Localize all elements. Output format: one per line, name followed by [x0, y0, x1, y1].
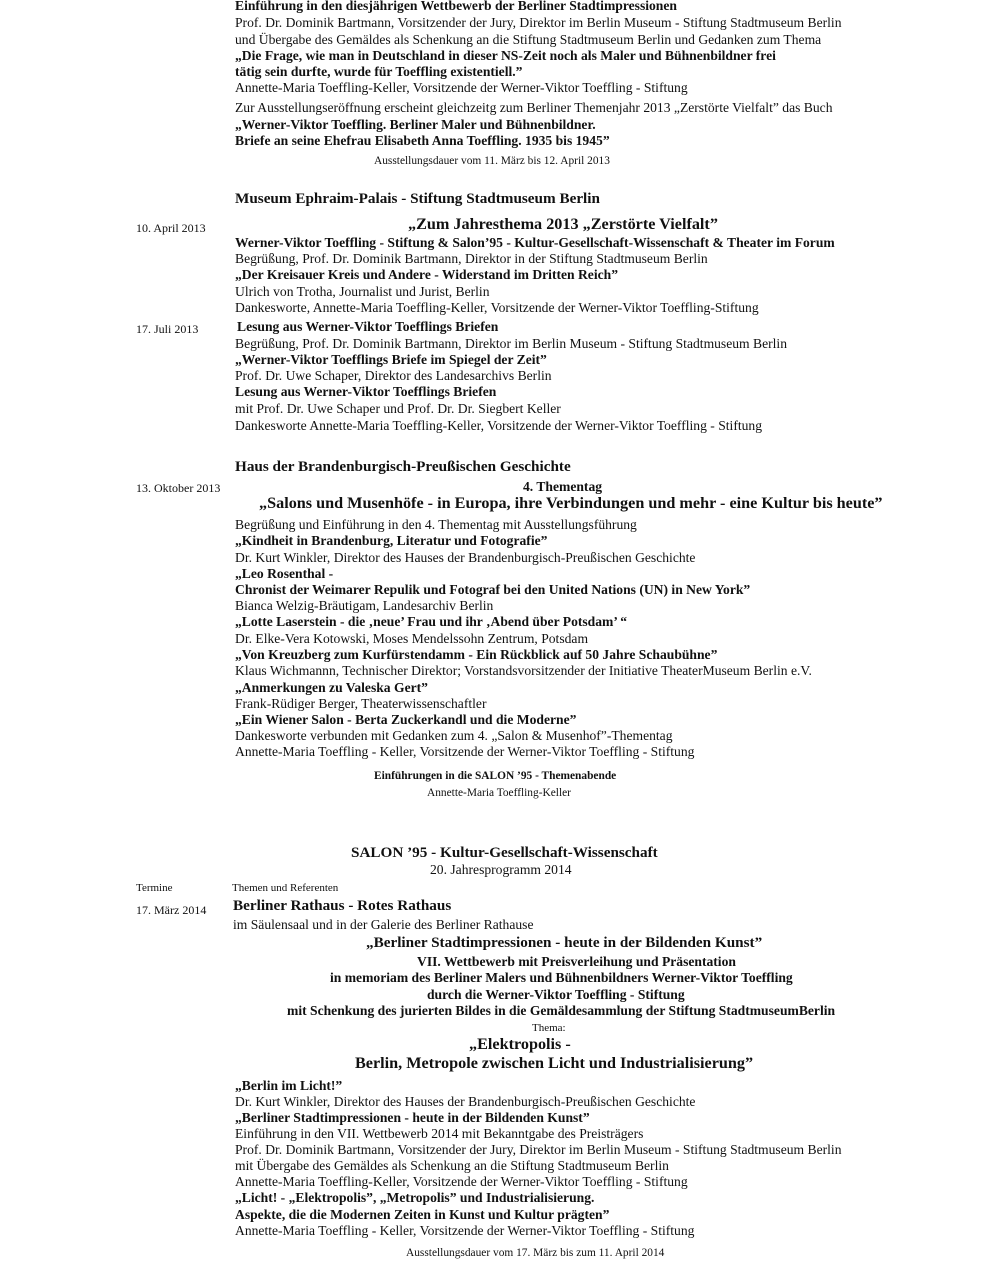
event-date: 10. April 2013	[136, 221, 206, 235]
program-line: Annette-Maria Toeffling - Keller, Vorsitzende der Werner-Viktor Toeffling - Stiftung	[235, 1223, 695, 1238]
program-line: Chronist der Weimarer Repulik und Fotograf bei den United Nations (UN) in New York”	[235, 582, 751, 597]
section1-line: „Werner-Viktor Toeffling. Berliner Maler und Bühnenbildner.	[235, 117, 596, 132]
program-line: Annette-Maria Toeffling-Keller, Vorsitzende der Werner-Viktor Toeffling - Stiftung	[235, 1174, 688, 1189]
section1-line: Briefe an seine Ehefrau Elisabeth Anna Toeffling. 1935 bis 1945”	[235, 133, 610, 148]
program-line: Dankesworte, Annette-Maria Toeffling-Keller, Vorsitzende der Werner-Viktor Toeffling-Stiftung	[235, 300, 759, 315]
themeday-label: 4. Thementag	[523, 479, 603, 494]
program-line: Begrüßung und Einführung in den 4. Thementag mit Ausstellungsführung	[235, 517, 637, 532]
program-line: „Leo Rosenthal -	[235, 566, 334, 581]
program-line: „Ein Wiener Salon - Berta Zuckerkandl und die Moderne”	[235, 712, 577, 727]
program-line: Lesung aus Werner-Viktor Toefflings Briefen	[235, 384, 497, 399]
venue-heading: Haus der Brandenburgisch-Preußischen Geschichte	[235, 458, 571, 475]
program-line: mit Übergabe des Gemäldes als Schenkung an die Stiftung Stadtmuseum Berlin	[235, 1158, 669, 1173]
program-line: Klaus Wichmannn, Technischer Direktor; Vorstandsvorsitzender der Initiative TheaterMuseum Berlin e.V.	[235, 663, 812, 678]
competition-line: durch die Werner-Viktor Toeffling - Stiftung	[427, 987, 685, 1002]
program-line: „Der Kreisauer Kreis und Andere - Widerstand im Dritten Reich”	[235, 267, 619, 282]
section1-line: Zur Ausstellungseröffnung erscheint gleichzeitg zum Berliner Themenjahr 2013 „Zerstörte Vielfalt” das Buch	[235, 100, 833, 115]
event-date: 17. März 2014	[136, 903, 207, 917]
program-line: Prof. Dr. Uwe Schaper, Direktor des Landesarchivs Berlin	[235, 368, 552, 383]
competition-line: in memoriam des Berliner Malers und Bühnenbildners Werner-Viktor Toeffling	[330, 970, 793, 985]
section1-line: „Die Frage, wie man in Deutschland in dieser NS-Zeit noch als Maler und Bühnenbildner frei	[235, 48, 776, 63]
theme-title: Berlin, Metropole zwischen Licht und Industrialisierung”	[355, 1054, 754, 1072]
venue-heading: Museum Ephraim-Palais - Stiftung Stadtmuseum Berlin	[235, 190, 600, 207]
program-line: Prof. Dr. Dominik Bartmann, Vorsitzender der Jury, Direktor im Berlin Museum - Stiftung Stadtmuseum Berlin	[235, 1142, 842, 1157]
section1-line: und Übergabe des Gemäldes als Schenkung an die Stiftung Stadtmuseum Berlin und Gedanken zum Thema	[235, 32, 822, 47]
exhibition-duration: Ausstellungsdauer vom 17. März bis zum 11. April 2014	[406, 1247, 665, 1259]
program-line: „Von Kreuzberg zum Kurfürstendamm - Ein Rückblick auf 50 Jahre Schaubühne”	[235, 647, 718, 662]
program-line: Frank-Rüdiger Berger, Theaterwissenschaftler	[235, 696, 487, 711]
program-line: „Berliner Stadtimpressionen - heute in der Bildenden Kunst”	[235, 1110, 590, 1125]
section1-line: tätig sein durfte, wurde für Toeffling existentiell.”	[235, 64, 523, 79]
venue-heading: Berliner Rathaus - Rotes Rathaus	[233, 897, 452, 914]
program-line: „Anmerkungen zu Valeska Gert”	[235, 680, 428, 695]
program-line: „Licht! - „Elektropolis”, „Metropolis” und Industrialisierung.	[235, 1190, 595, 1205]
event-date: 13. Oktober 2013	[136, 481, 221, 495]
program-line: „Kindheit in Brandenburg, Literatur und Fotografie”	[235, 533, 548, 548]
program-subtitle: 20. Jahresprogramm 2014	[430, 862, 572, 877]
program-line: „Berlin im Licht!”	[235, 1078, 343, 1093]
program-line: Ulrich von Trotha, Journalist und Jurist, Berlin	[235, 284, 490, 299]
section1-line: Annette-Maria Toeffling-Keller, Vorsitzende der Werner-Viktor Toeffling - Stiftung	[235, 80, 688, 95]
program-line: Einführung in den VII. Wettbewerb 2014 mit Bekanntgabe des Preisträgers	[235, 1126, 644, 1141]
program-line: Lesung aus Werner-Viktor Toefflings Briefen	[237, 319, 499, 334]
theme-label: Thema:	[532, 1022, 566, 1034]
program-line: Dr. Kurt Winkler, Direktor des Hauses der Brandenburgisch-Preußischen Geschichte	[235, 550, 696, 565]
section1-line: Einführung in den diesjährigen Wettbewerb der Berliner Stadtimpressionen	[235, 0, 677, 13]
program-line: Dankesworte verbunden mit Gedanken zum 4. „Salon & Musenhof”-Thementag	[235, 728, 673, 743]
program-line: „Werner-Viktor Toefflings Briefe im Spiegel der Zeit”	[235, 352, 547, 367]
program-line: Annette-Maria Toeffling - Keller, Vorsitzende der Werner-Viktor Toeffling - Stiftung	[235, 744, 695, 759]
program-line: Begrüßung, Prof. Dr. Dominik Bartmann, Direktor in der Stiftung Stadtmuseum Berlin	[235, 251, 708, 266]
section1-line: Prof. Dr. Dominik Bartmann, Vorsitzender der Jury, Direktor im Berlin Museum - Stiftung Stadtmuseum Berlin	[235, 15, 842, 30]
event-date: 17. Juli 2013	[136, 322, 199, 336]
program-line: Begrüßung, Prof. Dr. Dominik Bartmann, Direktor im Berlin Museum - Stiftung Stadtmuseum Berlin	[235, 336, 788, 351]
venue-subline: im Säulensaal und in der Galerie des Berliner Rathause	[233, 917, 534, 932]
program-line: Aspekte, die die Modernen Zeiten in Kunst und Kultur prägten”	[235, 1207, 610, 1222]
program-line: „Lotte Laserstein - die ‚neue’ Frau und ihr ‚Abend über Potsdam’ “	[235, 614, 628, 629]
program-title: SALON ’95 - Kultur-Gesellschaft-Wissenschaft	[351, 844, 658, 861]
event-title: „Zum Jahresthema 2013 „Zerstörte Vielfalt”	[408, 215, 718, 233]
column-header-topics: Themen und Referenten	[232, 882, 339, 894]
organizers-line: Werner-Viktor Toeffling - Stiftung & Salon’95 - Kultur-Gesellschaft-Wissenschaft & Theater im Forum	[235, 235, 835, 250]
event-title: „Berliner Stadtimpressionen - heute in der Bildenden Kunst”	[366, 934, 763, 951]
event-title: „Salons und Musenhöfe - in Europa, ihre Verbindungen und mehr - eine Kultur bis heute”	[259, 494, 883, 512]
program-line: Dr. Elke-Vera Kotowski, Moses Mendelssohn Zentrum, Potsdam	[235, 631, 589, 646]
competition-line: mit Schenkung des jurierten Bildes in die Gemäldesammlung der Stiftung StadtmuseumBerlin	[287, 1003, 836, 1018]
theme-evenings-author: Annette-Maria Toeffling-Keller	[427, 787, 571, 799]
theme-title: „Elektropolis -	[469, 1035, 571, 1053]
column-header-dates: Termine	[136, 882, 173, 894]
competition-line: VII. Wettbewerb mit Preisverleihung und Präsentation	[417, 954, 736, 969]
exhibition-duration: Ausstellungsdauer vom 11. März bis 12. April 2013	[374, 155, 610, 167]
theme-evenings-intro: Einführungen in die SALON ’95 - Themenabende	[374, 770, 617, 782]
program-line: Dankesworte Annette-Maria Toeffling-Keller, Vorsitzende der Werner-Viktor Toeffling - Stiftung	[235, 418, 763, 433]
program-line: Dr. Kurt Winkler, Direktor des Hauses der Brandenburgisch-Preußischen Geschichte	[235, 1094, 696, 1109]
program-line: mit Prof. Dr. Uwe Schaper und Prof. Dr. Dr. Siegbert Keller	[235, 401, 561, 416]
program-line: Bianca Welzig-Bräutigam, Landesarchiv Berlin	[235, 598, 494, 613]
